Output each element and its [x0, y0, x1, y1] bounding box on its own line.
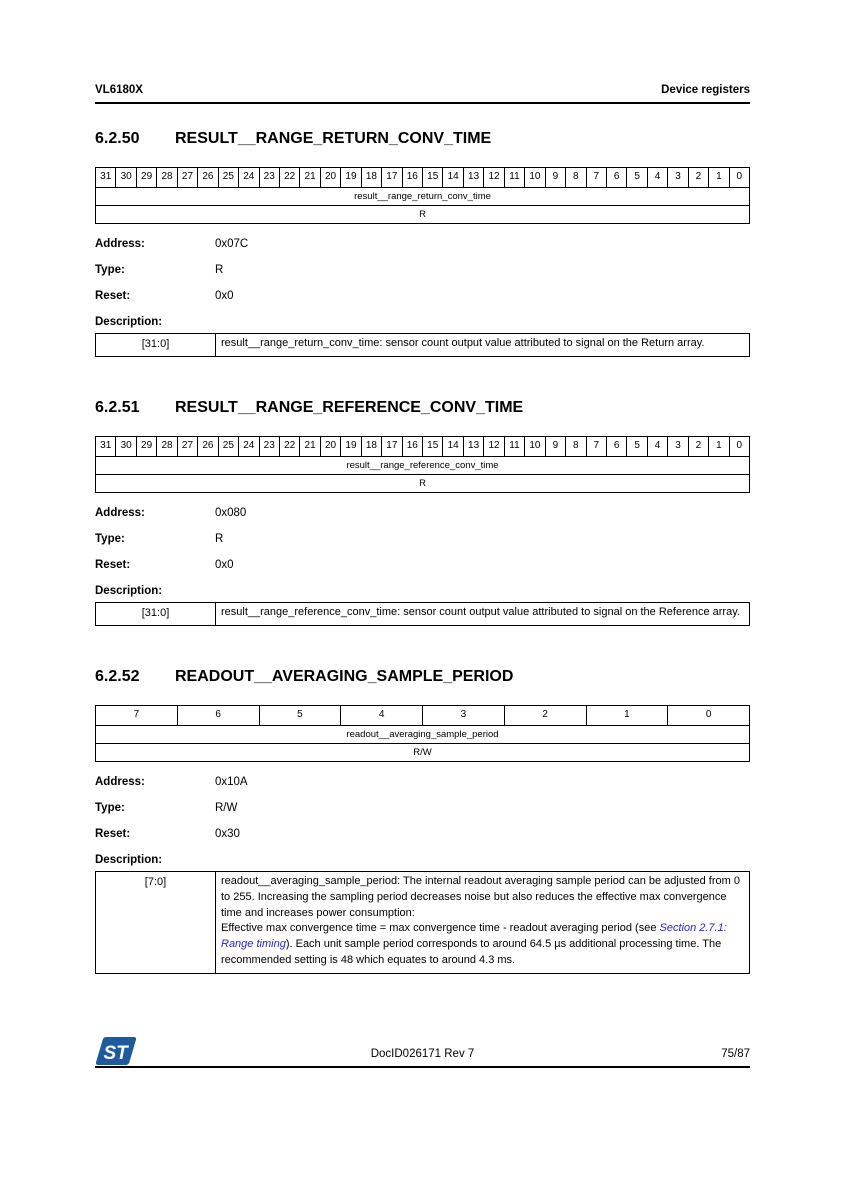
bit-number-cell: 28	[157, 168, 177, 187]
description-bit-range: [7:0]	[96, 872, 216, 973]
bit-number-cell: 21	[300, 437, 320, 456]
bit-number-cell: 4	[341, 706, 423, 725]
description-text: result__range_return_conv_time: sensor count output value attributed to signal on the Return array.	[221, 337, 705, 349]
description-line1: readout__averaging_sample_period: The internal readout averaging sample period can be adjusted from 0 to 255. Increasing the sampling period decreases noise but also reduces the effective max convergence time and increases power consumption:	[221, 875, 740, 919]
bit-number-cell: 17	[382, 437, 402, 456]
section-title: RESULT__RANGE_RETURN_CONV_TIME	[175, 130, 492, 147]
address-row	[95, 775, 750, 789]
register-access-type: R	[419, 209, 426, 220]
bit-number-cell: 2	[505, 706, 587, 725]
bit-number-cell: 5	[627, 168, 647, 187]
description-line2-pre: Effective max convergence time = max convergence time - readout averaging period (see	[221, 922, 660, 935]
type-label: Type:	[95, 802, 125, 814]
reset-row	[95, 558, 750, 572]
bit-number-cell: 15	[423, 168, 443, 187]
bit-number-cell: 31	[96, 437, 116, 456]
type-row	[95, 801, 750, 815]
bit-number-cell: 25	[219, 437, 239, 456]
section-heading	[95, 667, 750, 686]
bit-number-cell: 16	[403, 168, 423, 187]
address-label: Address:	[95, 238, 145, 250]
bit-number-cell: 6	[607, 168, 627, 187]
bit-number-cell: 2	[689, 168, 709, 187]
description-label: Description:	[95, 585, 163, 597]
bit-number-cell: 6	[607, 437, 627, 456]
description-table	[95, 333, 750, 357]
address-value: 0x10A	[215, 776, 248, 788]
register-field-name: readout__averaging_sample_period	[96, 726, 749, 744]
type-label: Type:	[95, 533, 125, 545]
bit-number-cell: 18	[362, 437, 382, 456]
section-number: 6.2.51	[95, 399, 140, 416]
bit-number-cell: 1	[709, 437, 729, 456]
reset-value: 0x0	[215, 559, 234, 571]
bit-number-cell: 28	[157, 437, 177, 456]
reset-row	[95, 827, 750, 841]
bit-number-cell: 14	[443, 168, 463, 187]
header-product-name: VL6180X	[95, 84, 143, 96]
reset-label: Reset:	[95, 559, 131, 571]
bit-number-cell: 4	[648, 168, 668, 187]
register-field-name: result__range_return_conv_time	[96, 188, 749, 206]
reset-row	[95, 289, 750, 303]
reset-value: 0x0	[215, 290, 234, 302]
bit-number-cell: 0	[736, 440, 743, 451]
bit-number-cell: 29	[137, 437, 157, 456]
bit-number-cell: 9	[546, 168, 566, 187]
bit-number-cell: 0	[736, 171, 743, 182]
description-label: Description:	[95, 316, 163, 328]
section-title: RESULT__RANGE_REFERENCE_CONV_TIME	[175, 399, 524, 416]
header-chapter-title: Device registers	[661, 84, 750, 96]
register-bit-table	[95, 705, 750, 762]
type-label: Type:	[95, 264, 125, 276]
address-value: 0x080	[215, 507, 247, 519]
bit-number-cell: 21	[300, 168, 320, 187]
bit-number-cell: 27	[178, 168, 198, 187]
bit-number-cell: 22	[280, 437, 300, 456]
bit-number-cell: 1	[587, 706, 669, 725]
description-bit-range: [31:0]	[96, 334, 216, 356]
description-table	[95, 602, 750, 626]
bit-number-cell: 10	[525, 168, 545, 187]
reset-label: Reset:	[95, 828, 131, 840]
type-value: R	[215, 264, 224, 276]
register-meta	[95, 506, 750, 626]
section-title: READOUT__AVERAGING_SAMPLE_PERIOD	[175, 668, 514, 685]
address-value: 0x07C	[215, 238, 249, 250]
bit-number-cell: 18	[362, 168, 382, 187]
bit-number-cell: 7	[587, 168, 607, 187]
bit-number-cell: 23	[260, 168, 280, 187]
bit-number-cell: 19	[341, 437, 361, 456]
footer-doc-id: DocID026171 Rev 7	[370, 1048, 475, 1060]
bit-number-cell: 11	[505, 437, 525, 456]
bit-number-cell: 2	[689, 437, 709, 456]
register-field-name: result__range_reference_conv_time	[96, 457, 749, 475]
bit-number-cell: 12	[484, 437, 504, 456]
bit-number-cell: 16	[403, 437, 423, 456]
section-result-range-return-conv-time	[95, 129, 750, 357]
register-bit-table	[95, 436, 750, 493]
register-access-type: R/W	[413, 747, 432, 758]
register-access-type: R	[419, 478, 426, 489]
bit-number-cell: 1	[709, 168, 729, 187]
bit-number-cell: 19	[341, 168, 361, 187]
bit-number-cell: 17	[382, 168, 402, 187]
bit-numbers-row	[96, 168, 749, 188]
section-number: 6.2.50	[95, 130, 140, 147]
footer-rule	[95, 1066, 750, 1068]
bit-number-cell: 12	[484, 168, 504, 187]
address-row	[95, 506, 750, 520]
bit-number-cell: 20	[321, 437, 341, 456]
description-bit-range: [31:0]	[96, 603, 216, 625]
description-table	[95, 871, 750, 974]
section-result-range-reference-conv-time	[95, 398, 750, 626]
st-logo-text: ST	[103, 1043, 128, 1064]
bit-number-cell: 8	[566, 168, 586, 187]
bit-number-cell: 7	[587, 437, 607, 456]
reset-label: Reset:	[95, 290, 131, 302]
bit-numbers-row	[96, 706, 749, 726]
register-meta	[95, 237, 750, 357]
type-row	[95, 532, 750, 546]
bit-number-cell: 29	[137, 168, 157, 187]
bit-number-cell: 3	[423, 706, 505, 725]
address-label: Address:	[95, 507, 145, 519]
bit-number-cell: 24	[239, 168, 259, 187]
bit-number-cell: 20	[321, 168, 341, 187]
section-heading	[95, 398, 750, 417]
bit-number-cell: 0	[705, 709, 712, 720]
description-line2-post: ). Each unit sample period corresponds to around 64.5 µs additional processing time. The recommended setting is 48 which equates to around 4.3 ms.	[221, 938, 722, 966]
type-value: R	[215, 533, 224, 545]
bit-number-cell: 8	[566, 437, 586, 456]
bit-number-cell: 6	[178, 706, 260, 725]
bit-number-cell: 9	[546, 437, 566, 456]
bit-number-cell: 13	[464, 168, 484, 187]
register-meta	[95, 775, 750, 974]
bit-number-cell: 3	[668, 437, 688, 456]
bit-number-cell: 7	[96, 706, 178, 725]
description-text	[216, 872, 749, 973]
bit-number-cell: 5	[627, 437, 647, 456]
type-row	[95, 263, 750, 277]
page-header	[95, 84, 750, 104]
bit-number-cell: 31	[96, 168, 116, 187]
bit-number-cell: 22	[280, 168, 300, 187]
bit-number-cell: 14	[443, 437, 463, 456]
footer-page-number: 75/87	[721, 1048, 750, 1060]
bit-number-cell: 26	[198, 437, 218, 456]
bit-number-cell: 26	[198, 168, 218, 187]
description-text: result__range_reference_conv_time: sensor count output value attributed to signal on the Reference array.	[221, 606, 740, 618]
bit-numbers-row	[96, 437, 749, 457]
description-label: Description:	[95, 854, 163, 866]
bit-number-cell: 30	[116, 437, 136, 456]
bit-number-cell: 24	[239, 437, 259, 456]
bit-number-cell: 5	[260, 706, 342, 725]
bit-number-cell: 30	[116, 168, 136, 187]
address-label: Address:	[95, 776, 145, 788]
bit-number-cell: 23	[260, 437, 280, 456]
bit-number-cell: 25	[219, 168, 239, 187]
section-readout-averaging-sample-period	[95, 667, 750, 974]
register-bit-table	[95, 167, 750, 224]
bit-number-cell: 4	[648, 437, 668, 456]
section-heading	[95, 129, 750, 148]
reset-value: 0x30	[215, 828, 240, 840]
bit-number-cell: 3	[668, 168, 688, 187]
bit-number-cell: 13	[464, 437, 484, 456]
bit-number-cell: 27	[178, 437, 198, 456]
type-value: R/W	[215, 802, 238, 814]
address-row	[95, 237, 750, 251]
bit-number-cell: 11	[505, 168, 525, 187]
section-number: 6.2.52	[95, 668, 140, 685]
range-timing-section-link[interactable]: Section 2.7.1: Range timing	[221, 922, 727, 951]
bit-number-cell: 15	[423, 437, 443, 456]
bit-number-cell: 10	[525, 437, 545, 456]
